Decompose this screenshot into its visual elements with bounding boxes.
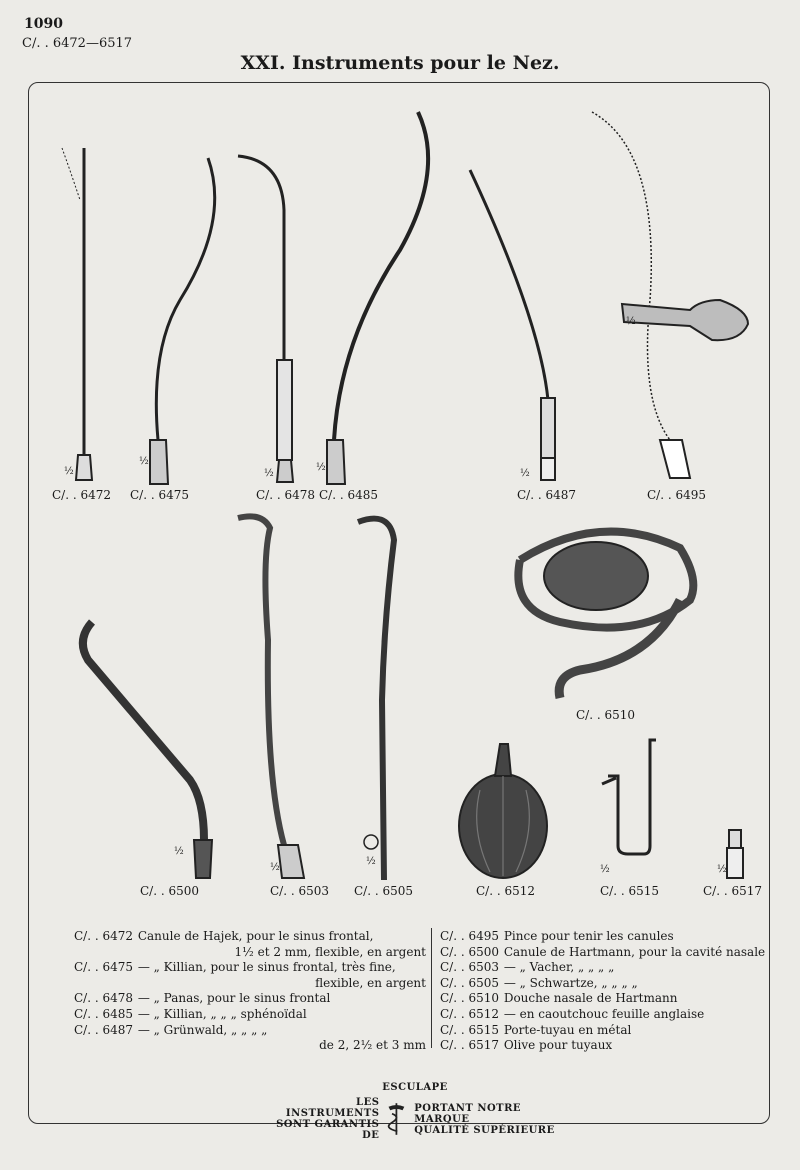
cannula-6478-illustration <box>238 156 293 482</box>
catalog-left-column <box>74 929 426 1054</box>
page-title: XXI. Instruments pour le Nez. <box>240 52 560 74</box>
catalog-entry: C/. . 6472 Canule de Hajek, pour le sinus frontal, <box>74 929 374 943</box>
brand-mark <box>270 1082 560 1141</box>
figure-label-6495: C/. . 6495 <box>647 488 707 502</box>
catalog-entry: C/. . 6478 — „ Panas, pour le sinus frontal <box>74 991 331 1006</box>
scale-mark: ½ <box>626 316 636 327</box>
cannula-6500-illustration <box>83 622 212 878</box>
olive-6517-illustration <box>727 830 743 878</box>
cannula-6505-illustration <box>358 519 394 880</box>
figure-label-6505: C/. . 6505 <box>354 884 414 898</box>
scale-mark: ½ <box>64 466 74 477</box>
guarantee-right-1: PORTANT NOTRE MARQUE <box>414 1102 522 1125</box>
figure-label-6517: C/. . 6517 <box>703 884 763 898</box>
nasal-douche-6510-illustration <box>518 532 693 698</box>
catalog-entry: C/. . 6475 — „ Killian, pour le sinus frontal, très fine, <box>74 960 396 975</box>
scale-mark: ½ <box>717 864 727 875</box>
scale-mark: ½ <box>264 468 274 479</box>
cannula-6503-illustration <box>238 516 304 878</box>
figure-label-6475: C/. . 6475 <box>130 488 190 502</box>
cannula-6487-illustration <box>470 170 555 480</box>
catalog-entry: C/. . 6512 — en caoutchouc feuille anglaise <box>440 1006 705 1021</box>
guarantee-left-2: SONT GARANTIS DE <box>276 1119 380 1141</box>
figure-label-6515: C/. . 6515 <box>600 884 660 898</box>
figure-label-6510: C/. . 6510 <box>576 708 636 722</box>
cannula-6485-illustration <box>327 112 428 484</box>
guarantee-left-1: LES INSTRUMENTS <box>285 1097 380 1119</box>
catalog-entry: C/. . 6505 — „ Schwartze, „ „ „ „ <box>440 975 638 990</box>
brand-name: ESCULAPE <box>382 1082 448 1093</box>
figure-label-6472: C/. . 6472 <box>52 488 112 502</box>
scale-mark: ½ <box>316 462 326 473</box>
catalog-entry: C/. . 6517 Olive pour tuyaux <box>440 1038 613 1053</box>
scale-mark: ½ <box>600 864 610 875</box>
scale-mark: ½ <box>366 856 376 867</box>
catalog-entry: C/. . 6515 Porte-tuyau en métal <box>440 1022 632 1037</box>
caduceus-icon <box>385 1099 408 1139</box>
catalog-entry: C/. . 6487 — „ Grünwald, „ „ „ „ <box>74 1022 268 1037</box>
catalog-entry: C/. . 6495 Pince pour tenir les canules <box>440 929 674 943</box>
forceps-6495-illustration <box>592 112 748 478</box>
catalog-right-column <box>440 929 770 1054</box>
figure-label-6512: C/. . 6512 <box>476 884 536 898</box>
catalog-entry: C/. . 6503 — „ Vacher, „ „ „ „ <box>440 960 615 975</box>
scale-mark: ½ <box>520 468 530 479</box>
figure-label-6500: C/. . 6500 <box>140 884 200 898</box>
rubber-bulb-6512-illustration <box>459 744 547 878</box>
catalog-entry: C/. . 6500 Canule de Hartmann, pour la cavité nasale <box>440 944 766 959</box>
column-divider <box>431 928 432 1048</box>
page-number: 1090 <box>24 16 63 32</box>
figure-label-6503: C/. . 6503 <box>270 884 330 898</box>
scale-mark: ½ <box>174 846 184 857</box>
figure-label-6478: C/. . 6478 <box>256 488 316 502</box>
code-range: C/. . 6472—6517 <box>22 36 133 51</box>
cannula-6475-illustration <box>150 158 215 484</box>
catalog-entry: de 2, 2½ et 3 mm <box>319 1038 426 1053</box>
guarantee-right-2: QUALITÉ SUPÉRIEURE <box>414 1124 555 1136</box>
catalog-entry: C/. . 6485 — „ Killian, „ „ „ sphénoïdal <box>74 1006 307 1021</box>
catalog-entry: C/. . 6510 Douche nasale de Hartmann <box>440 991 678 1006</box>
catalog-entry: flexible, en argent <box>315 975 426 990</box>
tube-holder-6515-illustration <box>602 740 656 854</box>
scale-mark: ½ <box>270 862 280 873</box>
scale-mark: ½ <box>139 456 149 467</box>
figure-label-6485: C/. . 6485 <box>319 488 379 502</box>
catalog-entry: 1½ et 2 mm, flexible, en argent <box>234 944 426 959</box>
figure-label-6487: C/. . 6487 <box>517 488 577 502</box>
cannula-6472-illustration <box>62 148 92 480</box>
